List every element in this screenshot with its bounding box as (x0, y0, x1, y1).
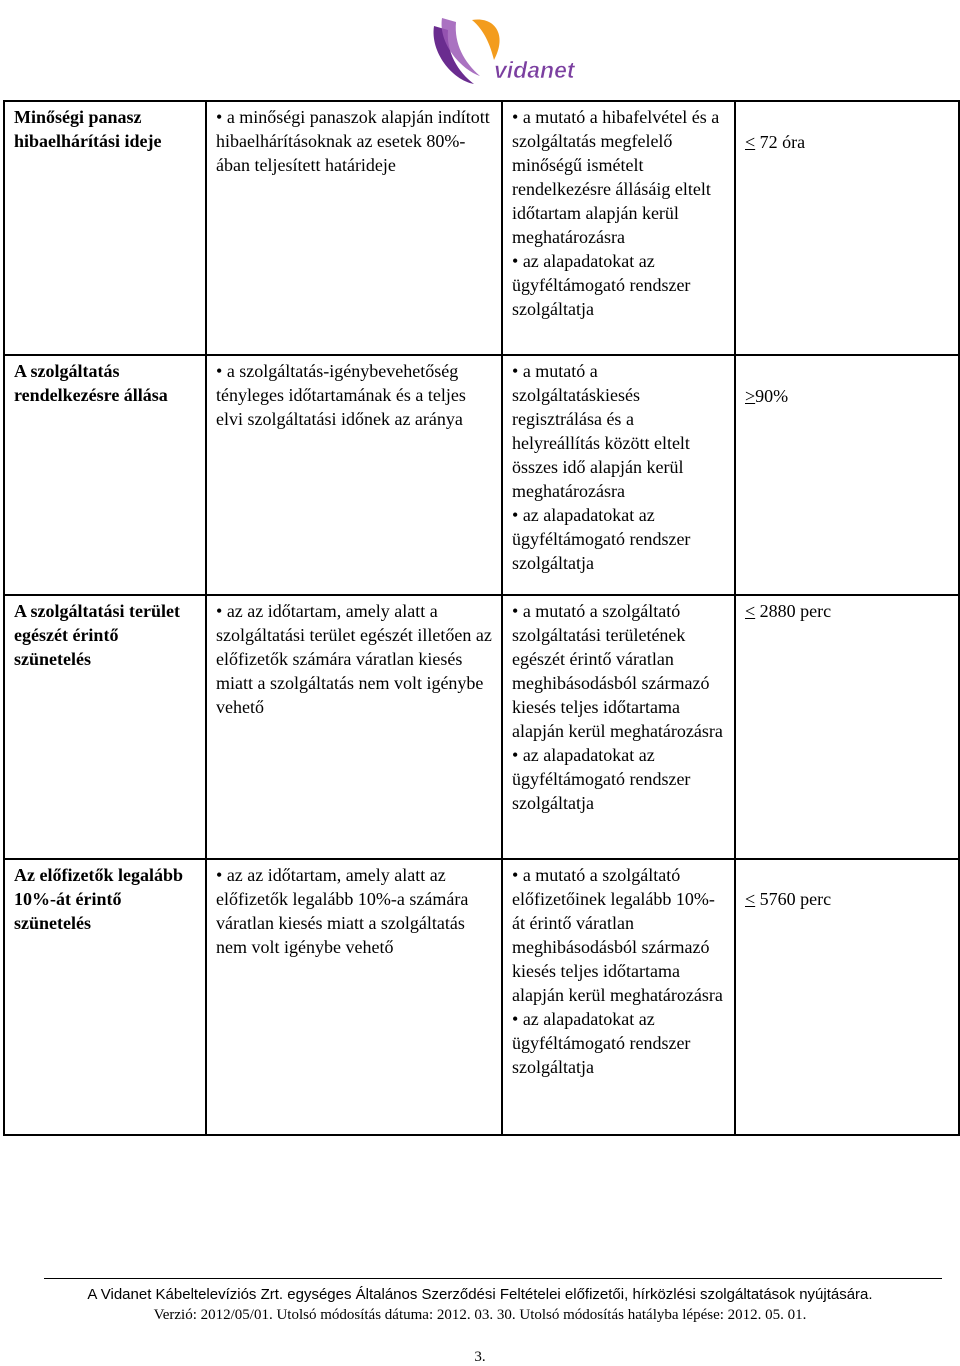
table-row (4, 595, 959, 859)
indicator-name: Az előfizetők legalább 10%-át érintő szünetelés (4, 859, 206, 1135)
page-number: 3. (474, 1349, 486, 1365)
table-row (4, 355, 959, 595)
indicator-definition: • az az időtartam, amely alatt a szolgáltatási terület egészét illetően az előfizetők számára váratlan kiesés miatt a szolgáltatás nem volt igénybe vehető (206, 595, 502, 859)
target-value: < 2880 perc (735, 595, 959, 859)
target-value: >90% (735, 355, 959, 595)
table-row (4, 101, 959, 355)
vidanet-logo (428, 14, 580, 90)
target-value: < 5760 perc (735, 859, 959, 1135)
measurement-method: • a mutató a hibafelvétel és a szolgáltatás megfelelő minőségű ismételt rendelkezésre állásáig eltelt időtartam alapján kerül meghatározásra • az alapadatokat az ügyféltámogató rendszer szolgáltatja (502, 101, 735, 355)
indicator-definition: • az az időtartam, amely alatt az előfizetők legalább 10%-a számára váratlan kiesés miatt a szolgáltatás nem volt igénybe vehető (206, 859, 502, 1135)
measurement-method: • a mutató a szolgáltatáskiesés regisztrálása és a helyreállítás között eltelt összes idő alapján kerül meghatározásra • az alapadatokat az ügyféltámogató rendszer szolgáltatja (502, 355, 735, 595)
indicator-definition: • a szolgáltatás-igénybevehetőség tényleges időtartamának és a teljes elvi szolgáltatási időnek az aránya (206, 355, 502, 595)
svg-text:vidanet: vidanet (494, 57, 575, 83)
table-row (4, 859, 959, 1135)
indicator-name: A szolgáltatási terület egészét érintő szünetelés (4, 595, 206, 859)
footer-divider (44, 1278, 942, 1279)
footer-company-line: A Vidanet Kábeltelevíziós Zrt. egységes Általános Szerződési Feltételei előfizetői, hírközlési szolgáltatások nyújtására. (87, 1286, 873, 1303)
footer-version-line: Verzió: 2012/05/01. Utolsó módosítás dátuma: 2012. 03. 30. Utolsó módosítás hatályba lépése: 2012. 05. 01. (153, 1307, 807, 1323)
target-value: < 72 óra (735, 101, 959, 355)
measurement-method: • a mutató a szolgáltató szolgáltatási területének egészét érintő váratlan meghibásodásból származó kiesés teljes időtartama alapján kerül meghatározásra • az alapadatokat az ügyféltámogató rendszer szolgáltatja (502, 595, 735, 859)
quality-indicator-table (3, 100, 960, 1136)
measurement-method: • a mutató a szolgáltató előfizetőinek legalább 10%-át érintő váratlan meghibásodásból származó kiesés teljes időtartama alapján kerül meghatározásra • az alapadatokat az ügyféltámogató rendszer szolgáltatja (502, 859, 735, 1135)
indicator-name: Minőségi panasz hibaelhárítási ideje (4, 101, 206, 355)
indicator-name: A szolgáltatás rendelkezésre állása (4, 355, 206, 595)
indicator-definition: • a minőségi panaszok alapján indított hibaelhárításoknak az esetek 80%-ában teljesített határideje (206, 101, 502, 355)
